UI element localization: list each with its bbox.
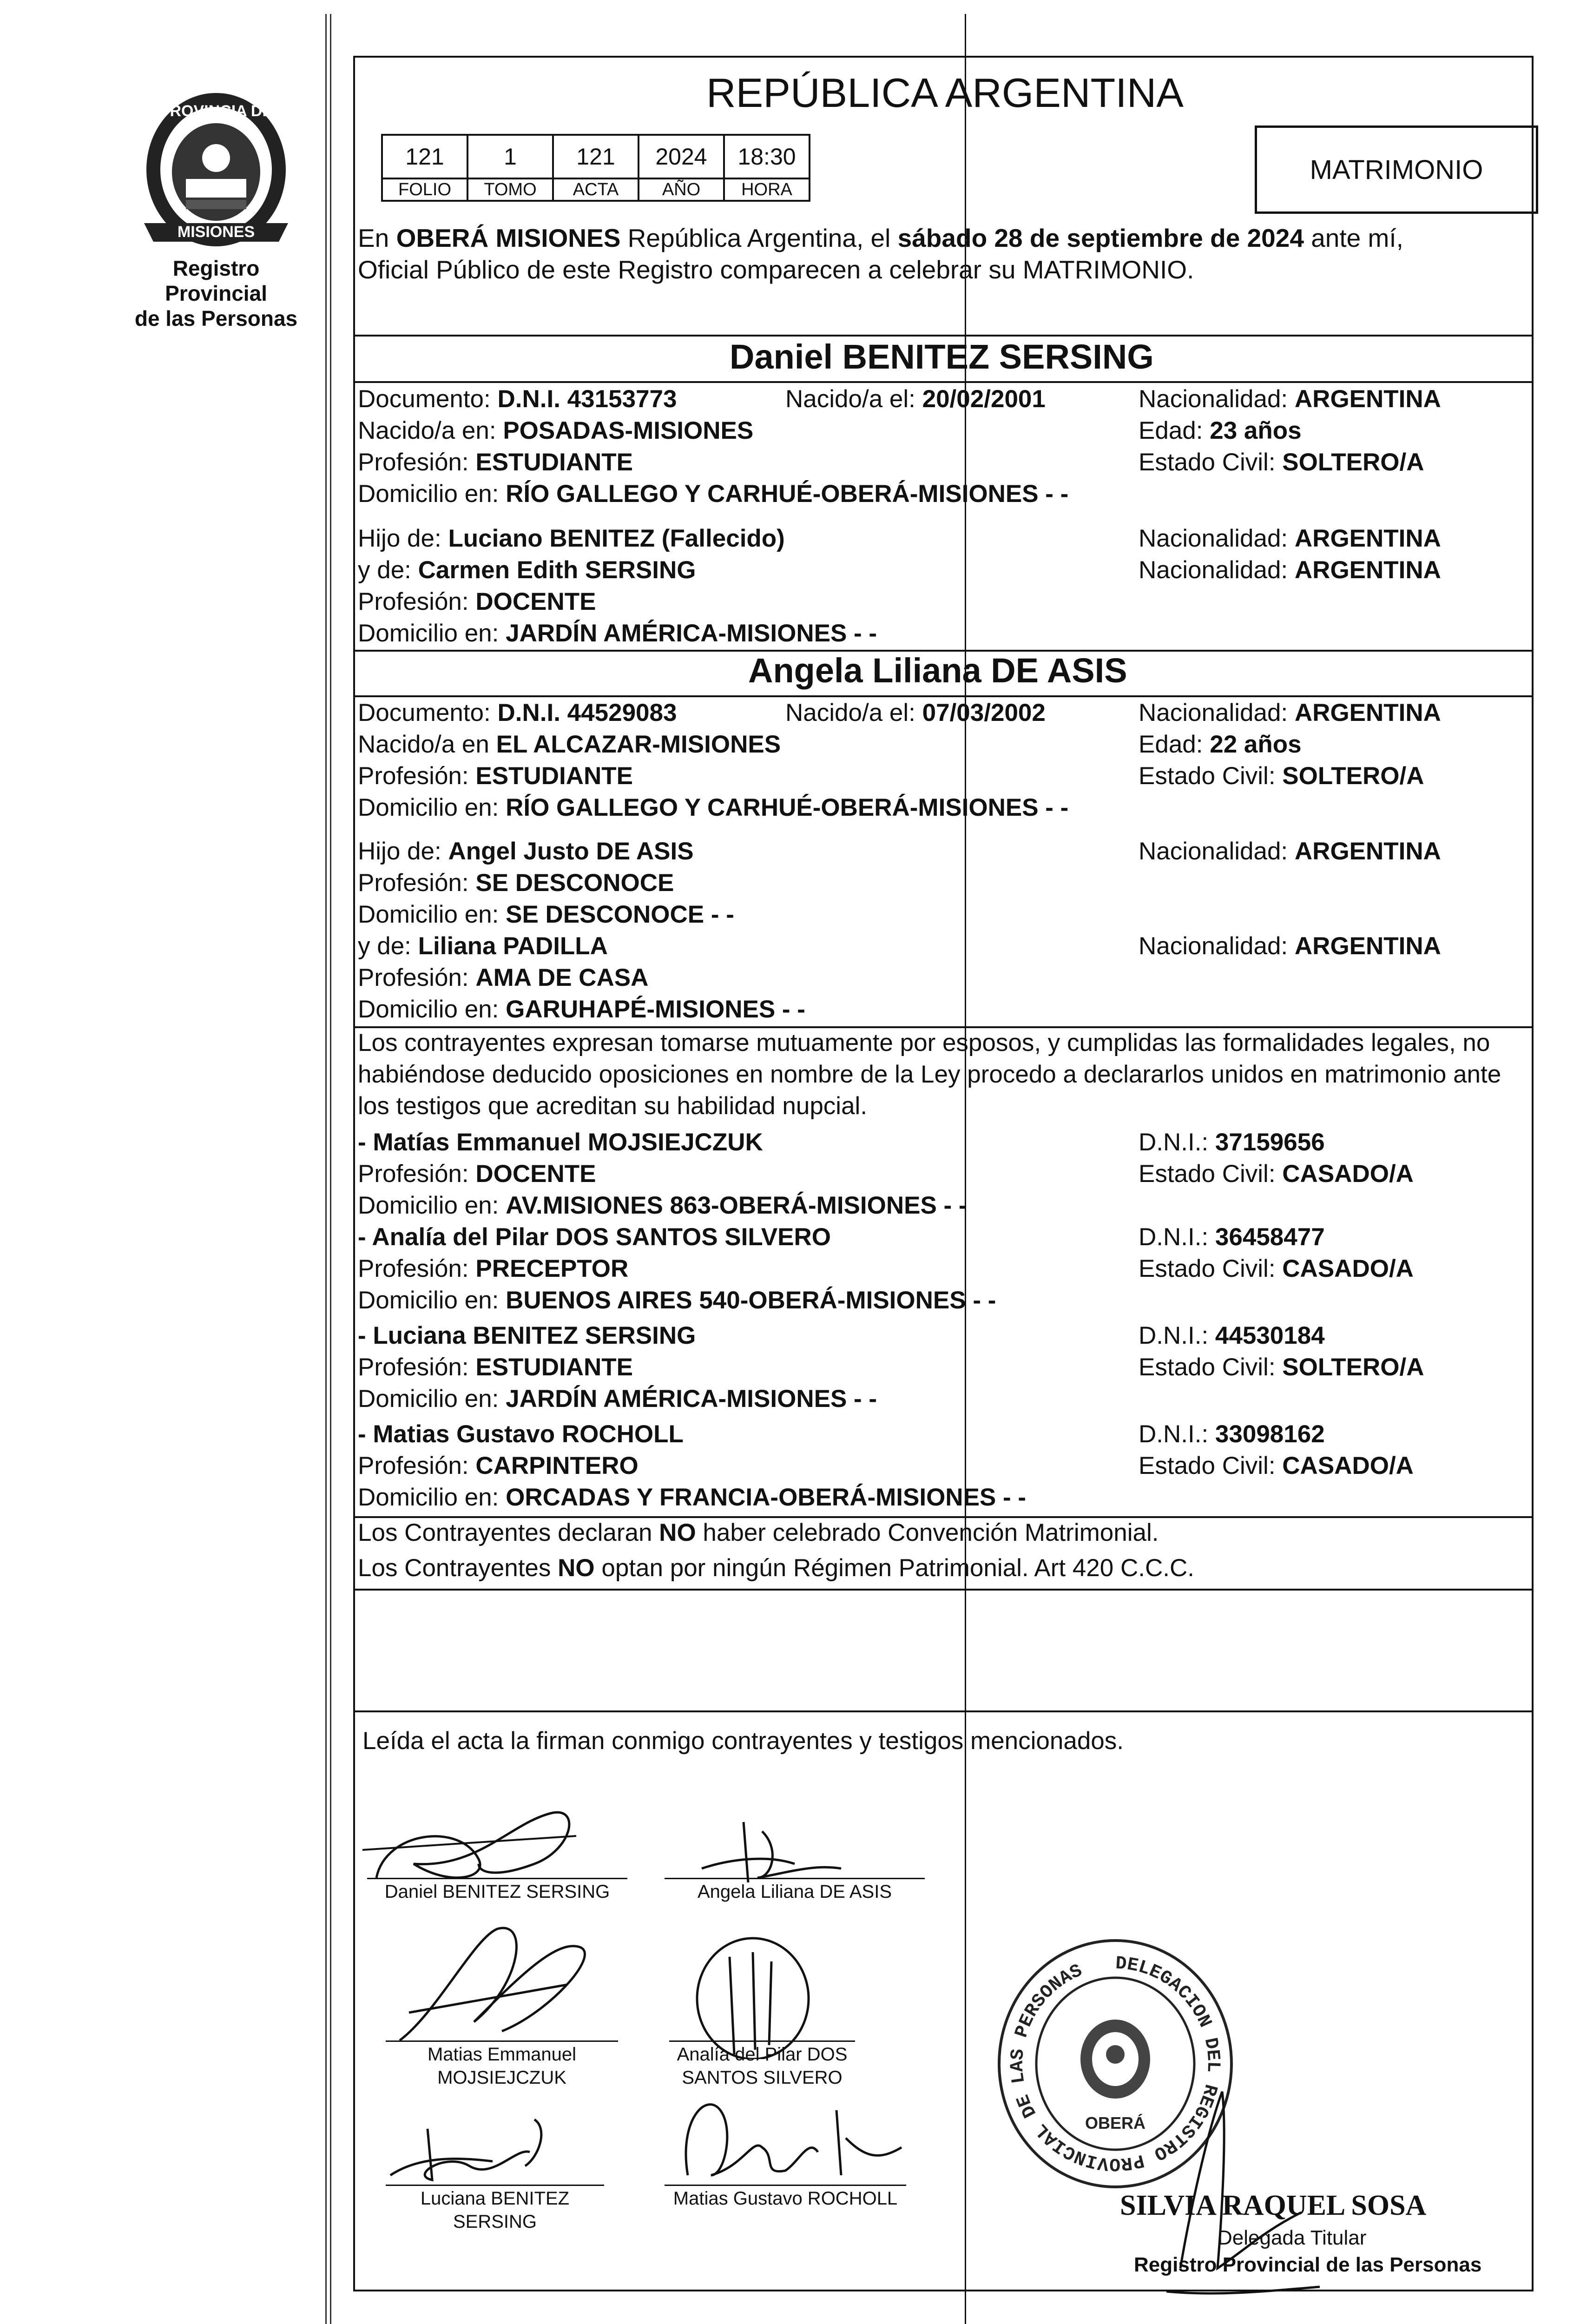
- groom-nationality: Nacionalidad: ARGENTINA: [1139, 385, 1441, 413]
- bride-mother-profession: Profesión: AMA DE CASA: [358, 964, 649, 991]
- bride-name-heading: Angela Liliana DE ASIS: [748, 651, 1127, 690]
- margin-rule-2: [330, 14, 331, 2324]
- witness-civil-status: Estado Civil: CASADO/A: [1139, 1160, 1414, 1188]
- witness-1-signature-caption: Matias Emmanuel MOJSIEJCZUK: [427, 2044, 577, 2088]
- blank-box-bottom: [353, 1710, 1534, 1712]
- blank-box-top: [353, 1589, 1534, 1591]
- bride-birthplace: Nacido/a en EL ALCAZAR-MISIONES: [358, 731, 781, 758]
- official-name: SILVIA RAQUEL SOSA: [1120, 2190, 1427, 2221]
- groom-father: Hijo de: Luciano BENITEZ (Fallecido): [358, 525, 785, 552]
- bride-mother-address: Domicilio en: GARUHAPÉ-MISIONES - -: [358, 996, 805, 1023]
- frame-right: [1532, 56, 1534, 2291]
- witness-profession: Profesión: PRECEPTOR: [358, 1255, 629, 1282]
- bride-civil-status: Estado Civil: SOLTERO/A: [1139, 762, 1424, 790]
- groom-profession: Profesión: ESTUDIANTE: [358, 449, 633, 476]
- witness-address: Domicilio en: BUENOS AIRES 540-OBERÁ-MISIONES - -: [358, 1287, 996, 1314]
- groom-parents-profession: Profesión: DOCENTE: [358, 588, 596, 615]
- witness-2-signature-line: [669, 2040, 855, 2042]
- official-title: Delegada Titular: [1218, 2226, 1367, 2249]
- groom-born: Nacido/a el: 20/02/2001: [785, 385, 1046, 413]
- svg-text:DELEGACION DEL REGISTRO PROVIN: DELEGACION DEL REGISTRO PROVINCIAL DE LAS PERSONAS: [1007, 1953, 1224, 2174]
- svg-text:PROVINCIA DE: PROVINCIA DE: [159, 102, 273, 120]
- witness-profession: Profesión: CARPINTERO: [358, 1452, 639, 1479]
- anio-label: AÑO: [639, 178, 724, 201]
- groom-age: Edad: 23 años: [1139, 417, 1302, 444]
- declaration-line-3: los testigos que acreditan su habilidad nupcial.: [358, 1092, 868, 1120]
- witness-dni: D.N.I.: 36458477: [1139, 1223, 1325, 1251]
- intro-line-1: En OBERÁ MISIONES República Argentina, el sábado 28 de septiembre de 2024 ante mí,: [358, 224, 1403, 252]
- tomo-label: TOMO: [467, 178, 553, 201]
- witness-address: Domicilio en: JARDÍN AMÉRICA-MISIONES - -: [358, 1385, 877, 1413]
- acta-label: ACTA: [553, 178, 639, 201]
- witness-2-signature-caption: Analía del Pilar DOS SANTOS SILVERO: [677, 2044, 848, 2088]
- acta-value: 121: [553, 135, 639, 178]
- groom-heading-underline: [353, 381, 1534, 383]
- witness-3-signature-line: [386, 2185, 604, 2186]
- notes-line-1: Los Contrayentes declaran NO haber celebrado Convención Matrimonial.: [358, 1519, 1159, 1546]
- witness-4-signature-line: [665, 2185, 906, 2186]
- groom-father-nationality: Nacionalidad: ARGENTINA: [1139, 525, 1441, 552]
- witness-name: - Matías Emmanuel MOJSIEJCZUK: [358, 1129, 763, 1156]
- registry-name-line2: de las Personas: [134, 306, 298, 330]
- groom-address: Domicilio en: RÍO GALLEGO Y CARHUÉ-OBERÁ-MISIONES - -: [358, 480, 1069, 508]
- bride-father-profession: Profesión: SE DESCONOCE: [358, 869, 674, 897]
- groom-name-heading: Daniel BENITEZ SERSING: [730, 337, 1154, 376]
- witness-name: - Matias Gustavo ROCHOLL: [358, 1420, 684, 1448]
- groom-mother-nationality: Nacionalidad: ARGENTINA: [1139, 556, 1441, 584]
- official-org: Registro Provincial de las Personas: [1134, 2253, 1482, 2276]
- bride-profession: Profesión: ESTUDIANTE: [358, 762, 633, 790]
- witness-name: - Analía del Pilar DOS SANTOS SILVERO: [358, 1223, 831, 1251]
- groom-birthplace: Nacido/a en: POSADAS-MISIONES: [358, 417, 754, 444]
- bride-doc: Documento: D.N.I. 44529083: [358, 699, 677, 726]
- page-title: REPÚBLICA ARGENTINA: [706, 70, 1184, 116]
- witness-profession: Profesión: DOCENTE: [358, 1160, 596, 1188]
- doc-type-box: MATRIMONIO: [1255, 125, 1538, 214]
- bride-mother-nationality: Nacionalidad: ARGENTINA: [1139, 932, 1441, 960]
- margin-rule-1: [325, 14, 327, 2324]
- witness-1-signature-line: [386, 2040, 618, 2042]
- groom-signature-line: [367, 1878, 627, 1879]
- registry-name-line1: Registro Provincial: [165, 256, 267, 305]
- bride-mother: y de: Liliana PADILLA: [358, 932, 608, 960]
- groom-section-divider: [353, 335, 1534, 337]
- hora-label: HORA: [724, 178, 810, 201]
- bride-age: Edad: 22 años: [1139, 731, 1302, 758]
- bride-nationality: Nacionalidad: ARGENTINA: [1139, 699, 1441, 726]
- svg-text:OBERÁ: OBERÁ: [1085, 2113, 1146, 2133]
- bride-signature-caption: Angela Liliana DE ASIS: [697, 1882, 892, 1902]
- tomo-value: 1: [467, 135, 553, 178]
- witness-civil-status: Estado Civil: CASADO/A: [1139, 1255, 1414, 1282]
- witness-civil-status: Estado Civil: CASADO/A: [1139, 1452, 1414, 1479]
- bride-address: Domicilio en: RÍO GALLEGO Y CARHUÉ-OBERÁ-MISIONES - -: [358, 794, 1069, 821]
- witness-dni: D.N.I.: 37159656: [1139, 1129, 1325, 1156]
- witness-dni: D.N.I.: 44530184: [1139, 1322, 1325, 1349]
- declaration-line-2: habiéndose deducido oposiciones en nombre de la Ley procedo a declararlos unidos en matrimonio ante: [358, 1061, 1501, 1088]
- frame-left: [353, 56, 355, 2291]
- witness-profession: Profesión: ESTUDIANTE: [358, 1353, 633, 1381]
- witness-civil-status: Estado Civil: SOLTERO/A: [1139, 1353, 1424, 1381]
- closing-statement: Leída el acta la firman conmigo contrayentes y testigos mencionados.: [362, 1727, 1124, 1755]
- groom-civil-status: Estado Civil: SOLTERO/A: [1139, 449, 1424, 476]
- bride-father-address: Domicilio en: SE DESCONOCE - -: [358, 901, 734, 928]
- anio-value: 2024: [639, 135, 724, 178]
- witness-2-signature: [669, 1929, 836, 2059]
- hora-value: 18:30: [724, 135, 810, 178]
- groom-signature-caption: Daniel BENITEZ SERSING: [384, 1882, 610, 1902]
- witness-1-signature: [381, 1920, 604, 2054]
- witness-dni: D.N.I.: 33098162: [1139, 1420, 1325, 1448]
- frame-top: [353, 56, 1534, 58]
- folio-table: [381, 134, 810, 202]
- folio-label: FOLIO: [382, 178, 467, 201]
- notes-line-2: Los Contrayentes NO optan por ningún Régimen Patrimonial. Art 420 C.C.C.: [358, 1554, 1194, 1582]
- folio-value: 121: [382, 135, 467, 178]
- witness-3-signature-caption: Luciana BENITEZ SERSING: [420, 2188, 570, 2232]
- groom-parents-address: Domicilio en: JARDÍN AMÉRICA-MISIONES - -: [358, 620, 877, 647]
- svg-text:MISIONES: MISIONES: [177, 223, 255, 241]
- declaration-line-1: Los contrayentes expresan tomarse mutuamente por esposos, y cumplidas las formalidades legales, no: [358, 1029, 1490, 1056]
- groom-mother: y de: Carmen Edith SERSING: [358, 556, 696, 584]
- registry-name: [125, 256, 307, 331]
- bride-father-nationality: Nacionalidad: ARGENTINA: [1139, 838, 1441, 865]
- groom-doc: Documento: D.N.I. 43153773: [358, 385, 677, 413]
- witness-address: Domicilio en: ORCADAS Y FRANCIA-OBERÁ-MISIONES - -: [358, 1484, 1027, 1511]
- witness-address: Domicilio en: AV.MISIONES 863-OBERÁ-MISIONES - -: [358, 1192, 967, 1219]
- witness-name: - Luciana BENITEZ SERSING: [358, 1322, 696, 1349]
- bride-signature-line: [665, 1878, 925, 1879]
- intro-line-2: Oficial Público de este Registro comparecen a celebrar su MATRIMONIO.: [358, 255, 1194, 284]
- witness-3-signature: [362, 2101, 567, 2194]
- witness-4-signature-caption: Matias Gustavo ROCHOLL: [673, 2188, 898, 2209]
- bride-father: Hijo de: Angel Justo DE ASIS: [358, 838, 694, 865]
- bride-born: Nacido/a el: 07/03/2002: [785, 699, 1046, 726]
- witness-4-signature: [669, 2082, 911, 2189]
